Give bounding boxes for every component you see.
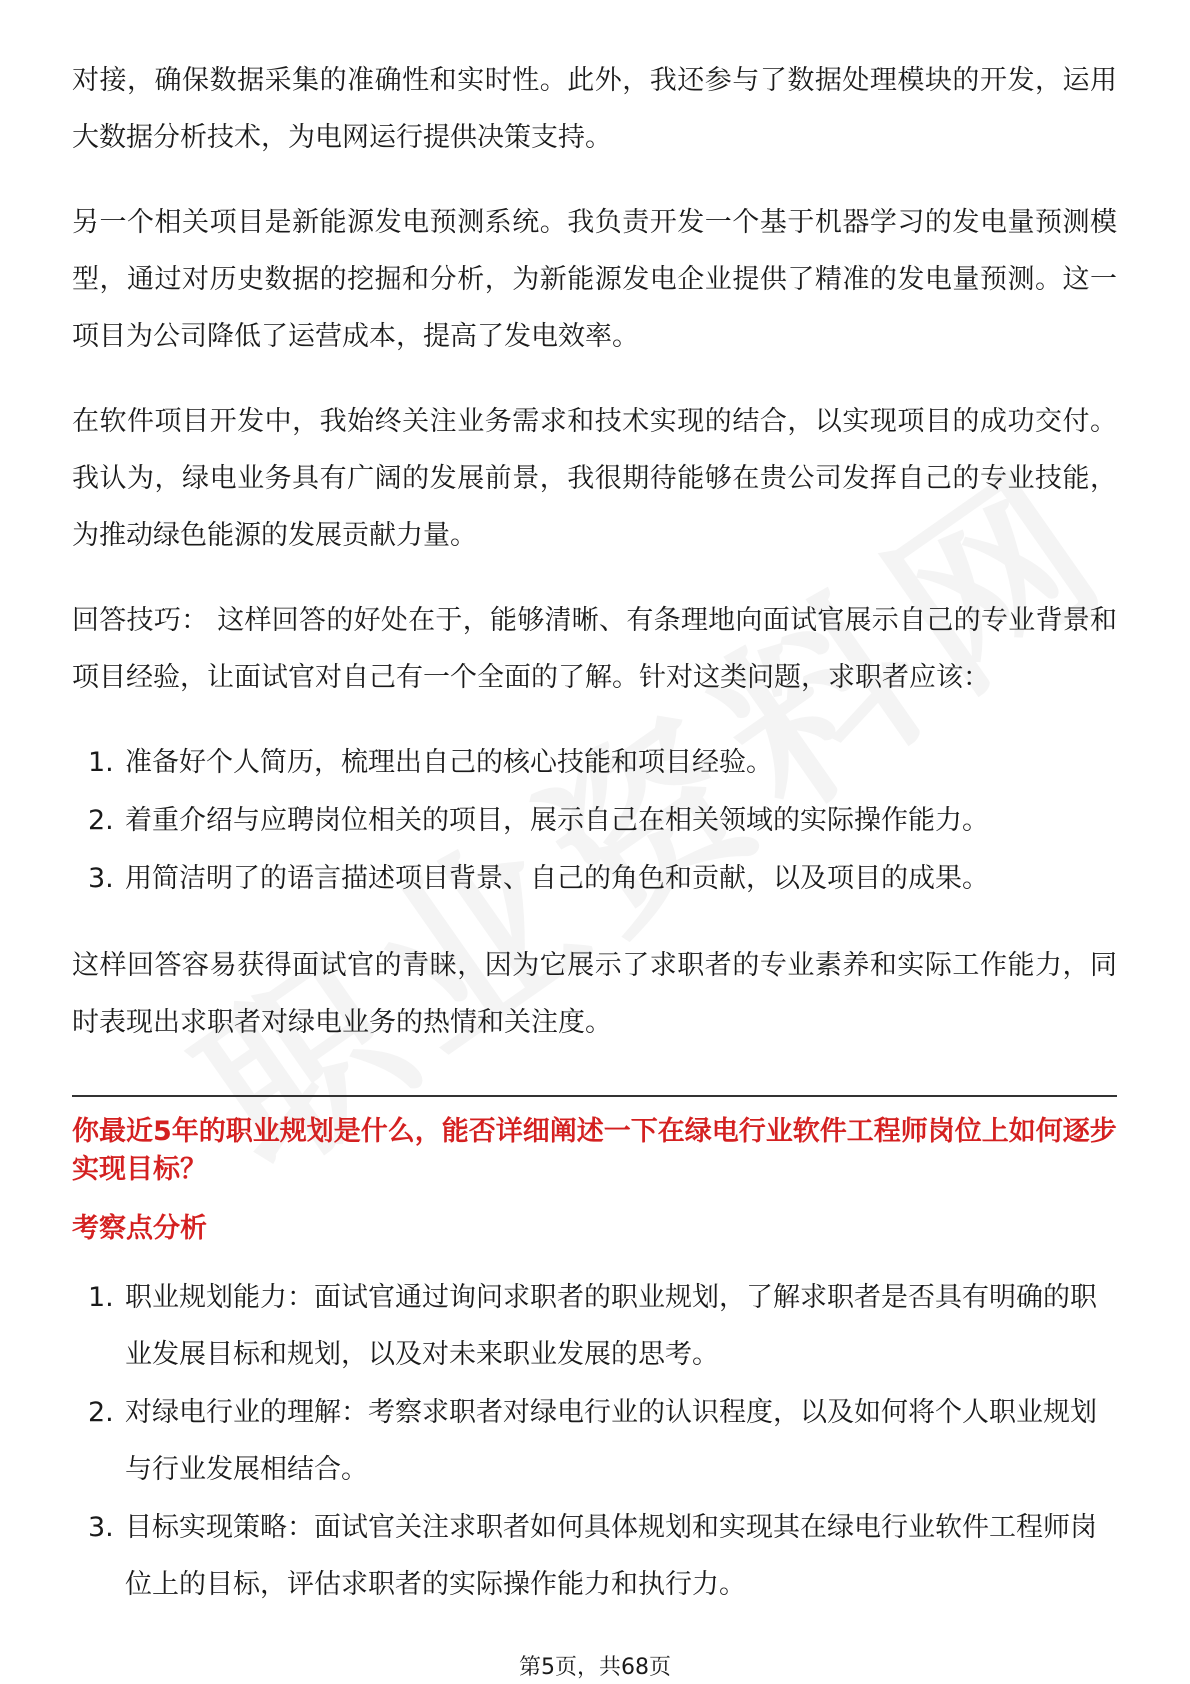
analysis-heading: 考察点分析 — [72, 1213, 207, 1244]
closing-paragraph: 这样回答容易获得面试官的青睐，因为它展示了求职者的专业素养和实际工作能力，同时表现出求职者对绿电业务的热情和关注度。 — [72, 950, 1117, 1038]
list-item — [72, 792, 1117, 849]
list-number: 1. — [88, 1282, 114, 1313]
list-item-text: 准备好个人简历，梳理出自己的核心技能和项目经验。 — [125, 747, 773, 778]
analysis-list — [72, 1269, 1117, 1613]
list-number: 2. — [88, 805, 114, 836]
question-heading: 你最近5年的职业规划是什么，能否详细阐述一下在绿电行业软件工程师岗位上如何逐步实现目标？ — [72, 1116, 1117, 1185]
list-item-text: 目标实现策略：面试官关注求职者如何具体规划和实现其在绿电行业软件工程师岗位上的目标，评估求职者的实际操作能力和执行力。 — [125, 1512, 1097, 1600]
list-number: 3. — [88, 1512, 114, 1543]
paragraph: 另一个相关项目是新能源发电预测系统。我负责开发一个基于机器学习的发电量预测模型，通过对历史数据的挖掘和分析，为新能源发电企业提供了精准的发电量预测。这一项目为公司降低了运营成本，提高了发电效率。 — [72, 207, 1117, 352]
list-item — [72, 850, 1117, 907]
list-number: 1. — [88, 747, 114, 778]
list-item — [72, 1269, 1117, 1383]
list-item-text: 着重介绍与应聘岗位相关的项目，展示自己在相关领域的实际操作能力。 — [125, 805, 989, 836]
list-number: 3. — [88, 863, 114, 894]
list-item-text: 对绿电行业的理解：考察求职者对绿电行业的认识程度，以及如何将个人职业规划与行业发展相结合。 — [125, 1397, 1097, 1485]
list-item-text: 职业规划能力：面试官通过询问求职者的职业规划，了解求职者是否具有明确的职业发展目标和规划，以及对未来职业发展的思考。 — [125, 1282, 1097, 1370]
document-page — [72, 52, 1117, 1643]
answer-tips-paragraph: 回答技巧： 这样回答的好处在于，能够清晰、有条理地向面试官展示自己的专业背景和项目经验，让面试官对自己有一个全面的了解。针对这类问题，求职者应该： — [72, 605, 1117, 693]
list-item — [72, 1499, 1117, 1613]
list-number: 2. — [88, 1397, 114, 1428]
page-footer: 第5页，共68页 — [519, 1655, 671, 1680]
section-divider — [72, 1095, 1117, 1097]
paragraph: 对接，确保数据采集的准确性和实时性。此外，我还参与了数据处理模块的开发，运用大数据分析技术，为电网运行提供决策支持。 — [72, 65, 1117, 153]
list-item — [72, 734, 1117, 791]
list-item — [72, 1384, 1117, 1498]
tips-list — [72, 734, 1117, 907]
list-item-text: 用简洁明了的语言描述项目背景、自己的角色和贡献，以及项目的成果。 — [125, 863, 989, 894]
paragraph: 在软件项目开发中，我始终关注业务需求和技术实现的结合，以实现项目的成功交付。我认为，绿电业务具有广阔的发展前景，我很期待能够在贵公司发挥自己的专业技能，为推动绿色能源的发展贡献力量。 — [72, 406, 1117, 551]
